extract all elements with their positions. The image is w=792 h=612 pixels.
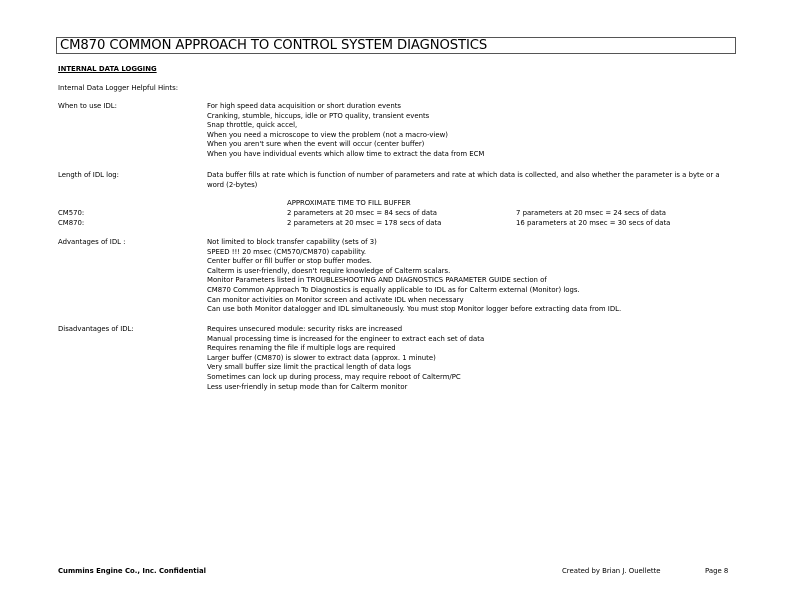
buffer-row-col2: 16 parameters at 20 msec = 30 secs of data [516, 219, 671, 227]
advantages-label: Advantages of IDL : [58, 238, 126, 246]
list-item: Manual processing time is increased for the engineer to extract each set of data [207, 334, 485, 343]
list-item: When you need a microscope to view the problem (not a macro-view) [207, 130, 448, 139]
list-item: Not limited to block transfer capability (sets of 3) [207, 238, 377, 246]
list-item: Very small buffer size limit the practical length of data logs [207, 363, 411, 372]
list-item: SPEED !!! 20 msec (CM570/CM870) capability. [207, 247, 367, 256]
list-item: Can use both Monitor datalogger and IDL simultaneously. You must stop Monitor logger before extracting data from IDL. [207, 305, 622, 314]
intro-text: Internal Data Logger Helpful Hints: [58, 84, 179, 92]
list-item: Requires unsecured module: security risks are increased [207, 325, 403, 333]
list-item: Calterm is user-friendly, doesn't require knowledge of Calterm scalars. [207, 266, 451, 275]
buffer-row-col1: 2 parameters at 20 msec = 84 secs of data [287, 209, 437, 217]
list-item: Snap throttle, quick accel, [207, 121, 298, 130]
title-box [56, 37, 736, 54]
list-item: Monitor Parameters listed in TROUBLESHOOTING AND DIAGNOSTICS PARAMETER GUIDE section of [207, 276, 547, 285]
footer-confidential: Cummins Engine Co., Inc. Confidential [58, 567, 206, 575]
length-label: Length of IDL log: [58, 171, 119, 179]
when-to-use-list [207, 102, 484, 160]
list-item: Larger buffer (CM870) is slower to extract data (approx. 1 minute) [207, 353, 436, 362]
list-item: Center buffer or fill buffer or stop buffer modes. [207, 257, 372, 266]
when-to-use-label: When to use IDL: [58, 102, 117, 110]
advantages-list [207, 238, 621, 315]
section-heading: INTERNAL DATA LOGGING [58, 65, 157, 73]
buffer-table-header: APPROXIMATE TIME TO FILL BUFFER [287, 199, 411, 207]
list-item: For high speed data acquisition or short duration events [207, 102, 401, 110]
disadvantages-label: Disadvantages of IDL: [58, 325, 134, 333]
length-text: Data buffer fills at rate which is function of number of parameters and rate at which data is collected, and also whether the parameter is a byte or a word (2-bytes) [207, 171, 720, 189]
buffer-row-module: CM570: [58, 209, 85, 217]
footer-created-by: Created by Brian J. Ouellette [562, 567, 661, 575]
disadvantages-list [207, 325, 484, 392]
list-item: CM870 Common Approach To Diagnostics is equally applicable to IDL as for Calterm external (Monitor) logs. [207, 285, 580, 294]
list-item: Can monitor activities on Monitor screen and activate IDL when necessary [207, 295, 464, 304]
buffer-row-col2: 7 parameters at 20 msec = 24 secs of data [516, 209, 666, 217]
list-item: When you have individual events which allow time to extract the data from ECM [207, 149, 485, 158]
list-item: Less user-friendly in setup mode than for Calterm monitor [207, 382, 408, 391]
list-item: When you aren't sure when the event will occur (center buffer) [207, 140, 425, 149]
footer-page-number: Page 8 [705, 567, 729, 575]
buffer-row-module: CM870: [58, 219, 85, 227]
document-title: CM870 COMMON APPROACH TO CONTROL SYSTEM DIAGNOSTICS [60, 38, 488, 53]
list-item: Sometimes can lock up during process, may require reboot of Calterm/PC [207, 372, 461, 381]
buffer-row-col1: 2 parameters at 20 msec = 178 secs of data [287, 219, 442, 227]
list-item: Requires renaming the file if multiple logs are required [207, 344, 396, 353]
list-item: Cranking, stumble, hiccups, idle or PTO quality, transient events [207, 111, 430, 120]
